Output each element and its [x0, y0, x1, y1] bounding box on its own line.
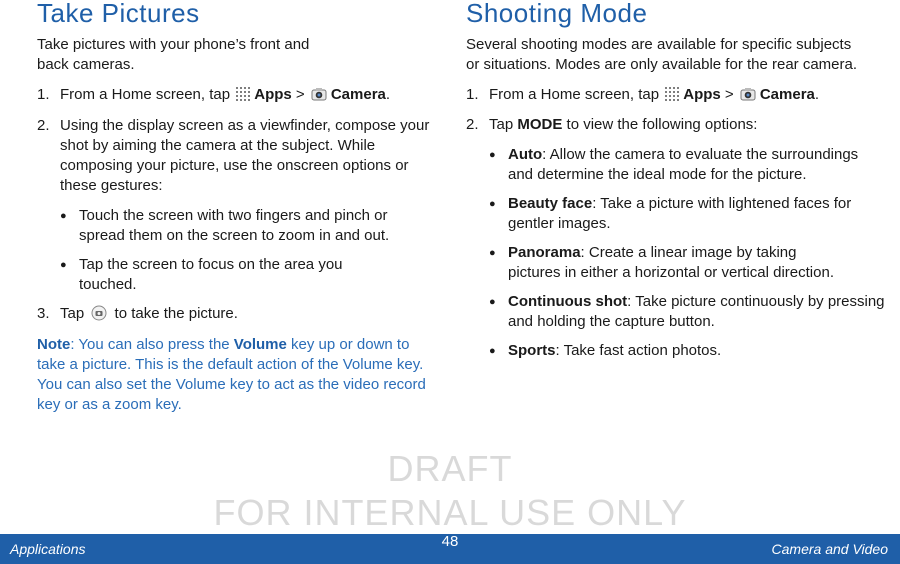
- step-2: [37, 116, 430, 196]
- volume-label: Volume: [233, 336, 287, 353]
- mode-auto: [466, 145, 868, 185]
- bullet-dot: ●: [489, 345, 496, 357]
- step-text-end: to view the following options:: [562, 116, 758, 133]
- step-1: [37, 85, 437, 105]
- draft-watermark-line-2: FOR INTERNAL USE ONLY: [213, 492, 687, 533]
- step-1: [466, 85, 866, 105]
- bullet-dot: ●: [489, 247, 496, 259]
- camera-label: Camera: [759, 86, 815, 103]
- mode-desc: : Take a picture with lightened faces for gentler images.: [508, 195, 852, 232]
- camera-label: Camera: [330, 86, 386, 103]
- step-text-end: to take the picture.: [110, 305, 238, 322]
- mode-desc: : Create a linear image by taking pictures in either a horizontal or vertical direction.: [508, 244, 834, 281]
- step-text: Tap: [60, 305, 89, 322]
- note-text-end: key up or down to take a picture. This is the default action of the Volume key. You can also set the Volume key to act as the video record key or as a zoom key.: [37, 336, 426, 413]
- bullet-dot: ●: [60, 210, 67, 222]
- bullet-text: Touch the screen with two fingers and pinch or spread them on the screen to zoom in and out.: [79, 207, 390, 244]
- mode-name: Auto: [508, 146, 543, 163]
- draft-watermark-line-1: DRAFT: [387, 448, 513, 489]
- mode-name: Sports: [508, 342, 556, 359]
- step-text: From a Home screen, tap: [60, 86, 235, 103]
- mode-name: Continuous shot: [508, 293, 628, 310]
- right-column: [466, 0, 885, 361]
- camera-app-icon: [311, 86, 327, 102]
- mode-panorama: [466, 243, 848, 283]
- apps-grid-icon: [664, 86, 680, 102]
- take-pictures-intro: Take pictures with your phone’s front and back cameras.: [37, 36, 310, 73]
- mode-name: Panorama: [508, 244, 581, 261]
- step-number: 2.: [37, 117, 50, 134]
- period: .: [814, 86, 820, 103]
- bullet-dot: ●: [60, 259, 67, 271]
- separator: >: [720, 86, 738, 103]
- volume-note: [37, 335, 433, 415]
- step-number: 1.: [37, 86, 50, 103]
- camera-app-icon: [740, 86, 756, 102]
- mode-name: Beauty face: [508, 195, 593, 212]
- mode-beauty-face: [466, 194, 868, 234]
- bullet-text: Tap the screen to focus on the area you touched.: [79, 256, 343, 293]
- apps-grid-icon: [235, 86, 251, 102]
- mode-continuous-shot: [466, 292, 888, 332]
- step-2: [466, 115, 866, 135]
- mode-label: MODE: [517, 116, 563, 133]
- mode-desc: : Take picture continuously by pressing and holding the capture button.: [508, 293, 885, 330]
- mode-desc: : Take fast action photos.: [555, 342, 722, 359]
- mode-sports: [466, 341, 888, 361]
- apps-label: Apps: [254, 86, 292, 103]
- shooting-mode-title: Shooting Mode: [466, 0, 648, 28]
- step-text: From a Home screen, tap: [489, 86, 664, 103]
- take-pictures-title: Take Pictures: [37, 0, 200, 28]
- gesture-bullet-2: [37, 255, 379, 295]
- step-text: Using the display screen as a viewfinder, compose your shot by aiming the camera at the subject. While composing your picture, use the onscreen options or these gestures:: [60, 117, 430, 194]
- step-3: [37, 304, 437, 324]
- apps-label: Apps: [683, 86, 721, 103]
- step-number: 2.: [466, 116, 479, 133]
- left-column: [37, 0, 437, 415]
- bullet-dot: ●: [489, 149, 496, 161]
- step-number: 3.: [37, 305, 50, 322]
- note-text: : You can also press the: [70, 336, 234, 353]
- shutter-button-icon: [91, 305, 107, 321]
- bullet-dot: ●: [489, 296, 496, 308]
- step-number: 1.: [466, 86, 479, 103]
- note-label: Note: [37, 336, 71, 353]
- bullet-dot: ●: [489, 198, 496, 210]
- page-number: 48: [441, 533, 459, 550]
- footer-section-right: Camera and Video: [771, 541, 888, 557]
- mode-desc: : Allow the camera to evaluate the surroundings and determine the ideal mode for the picture.: [508, 146, 859, 183]
- footer-section-left: Applications: [10, 541, 86, 557]
- step-text: Tap: [489, 116, 518, 133]
- page-footer: [0, 534, 900, 564]
- separator: >: [291, 86, 309, 103]
- gesture-bullet-1: [37, 206, 429, 246]
- shooting-mode-intro: Several shooting modes are available for specific subjects or situations. Modes are only available for the rear camera.: [466, 36, 858, 73]
- period: .: [385, 86, 391, 103]
